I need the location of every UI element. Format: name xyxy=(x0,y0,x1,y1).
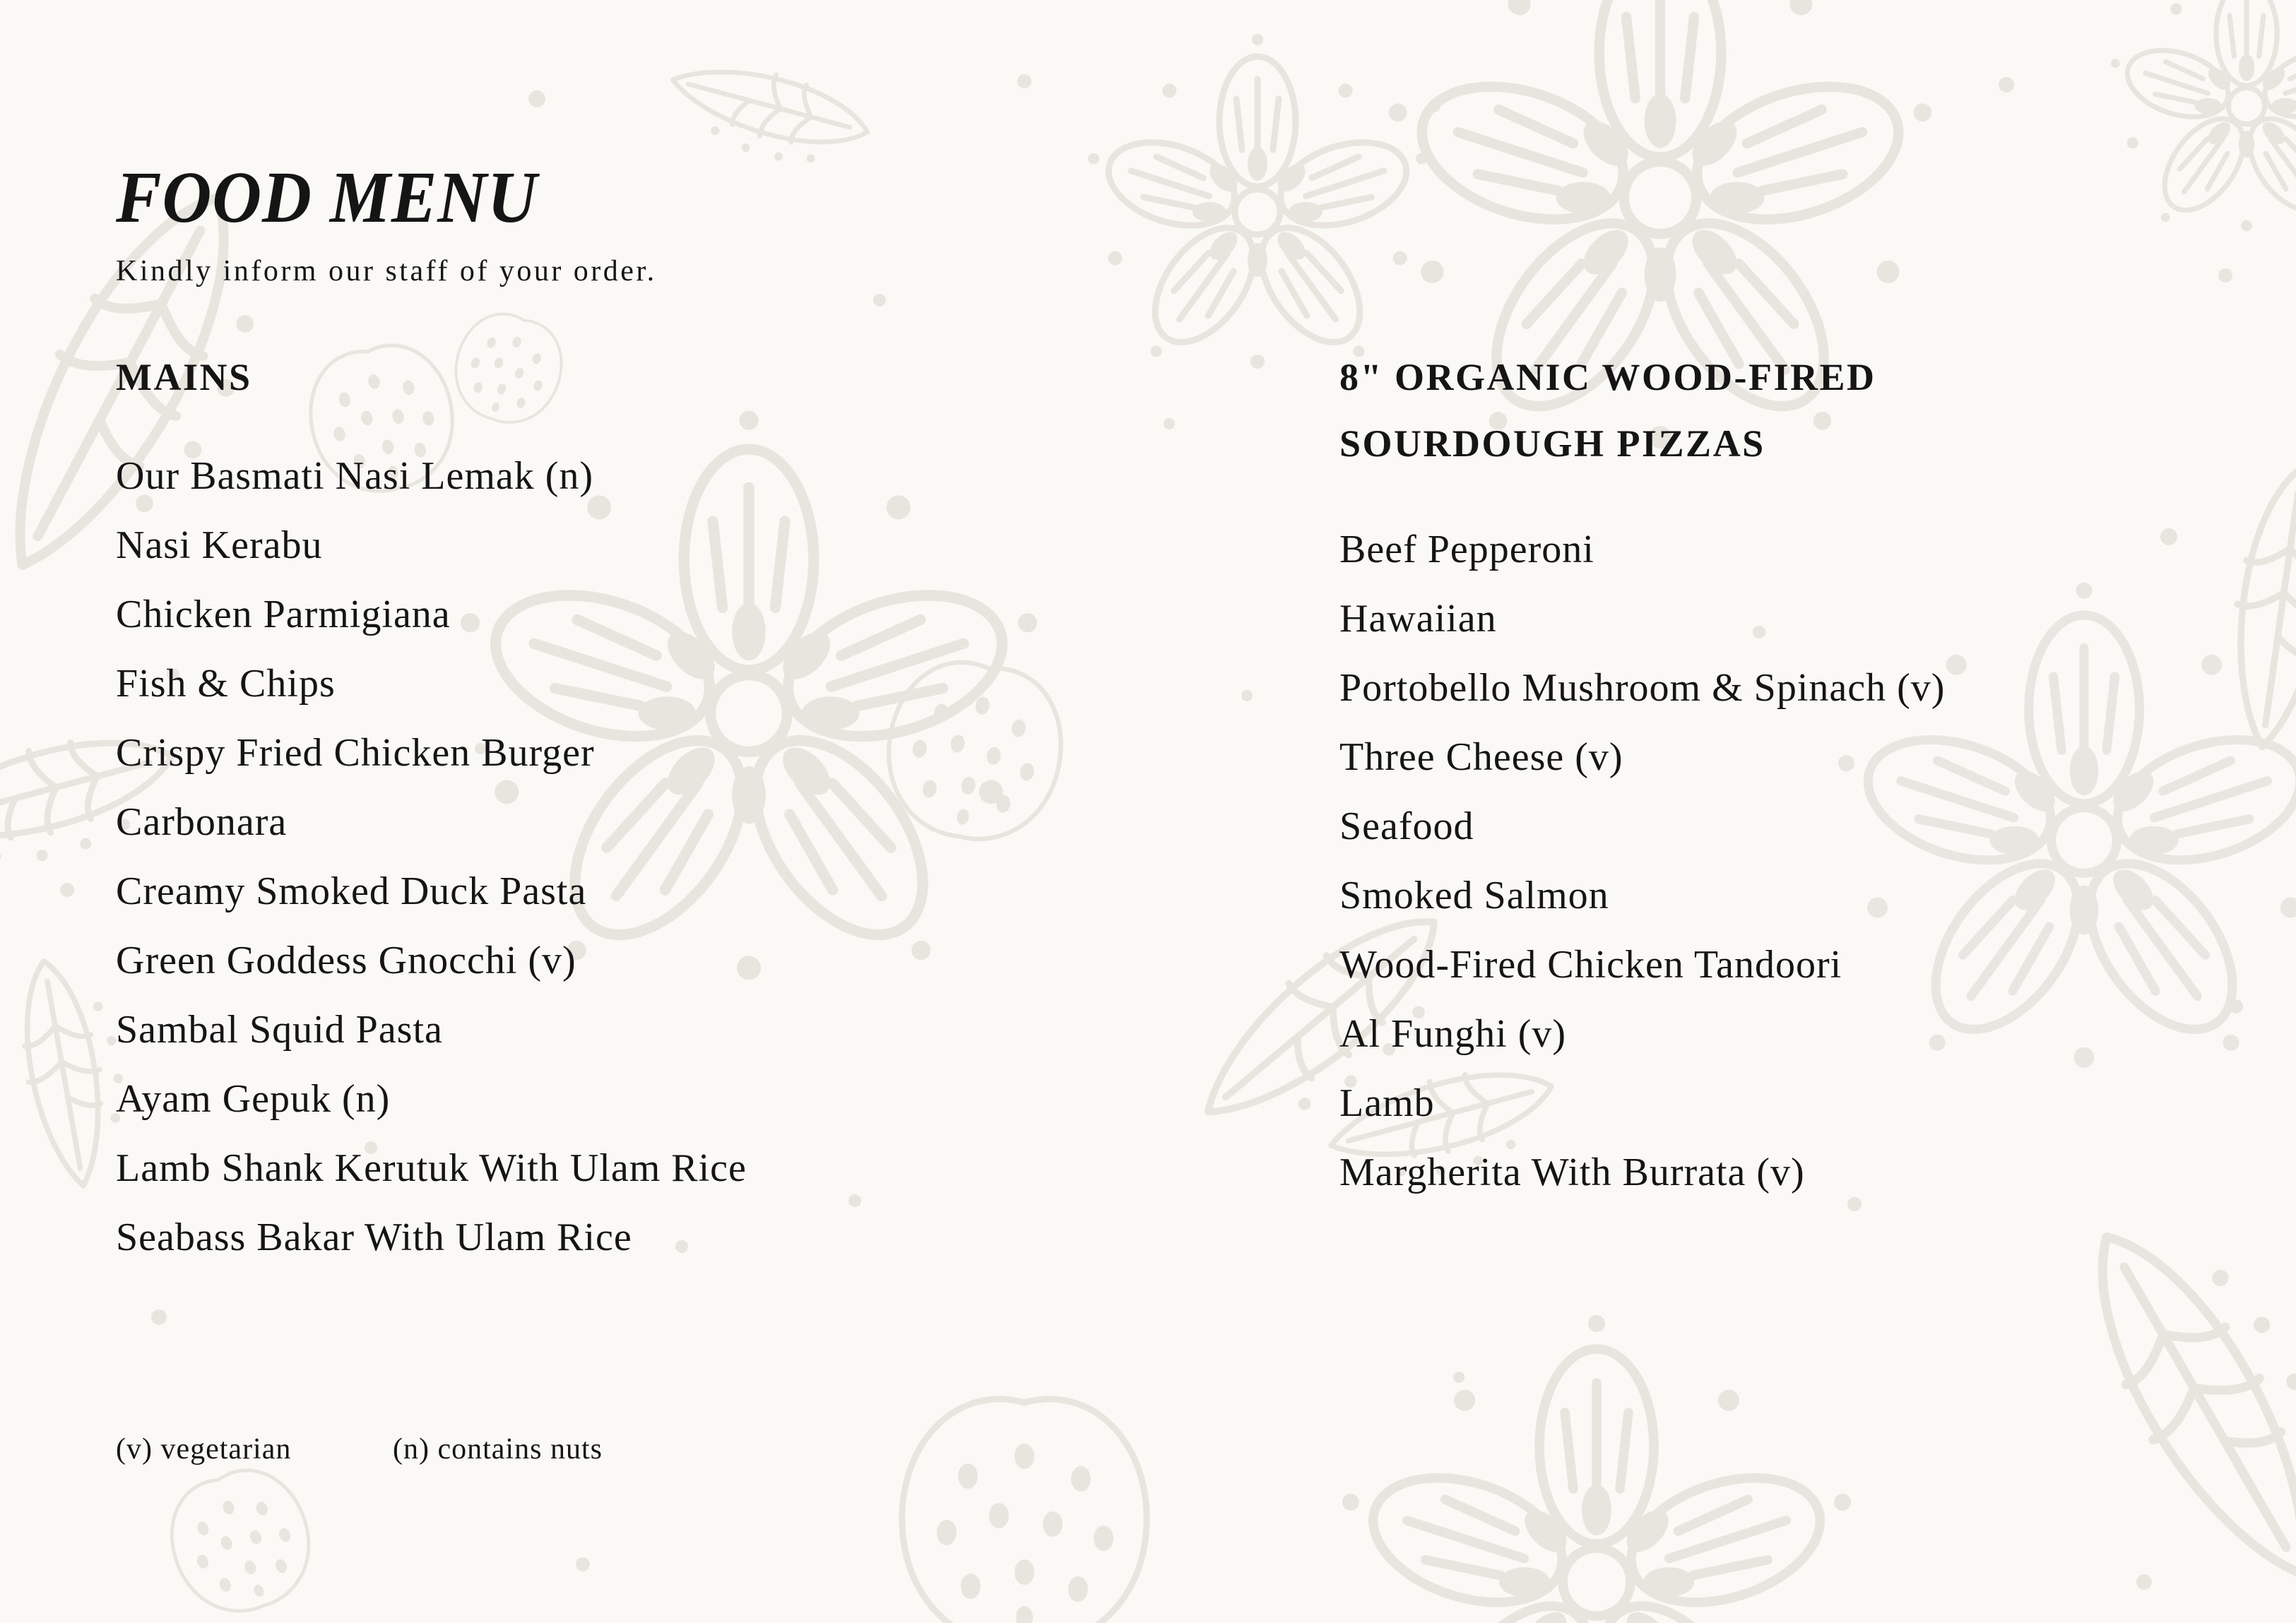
menu-item: Hawaiian xyxy=(1339,597,1497,641)
leaf-illustration xyxy=(2054,1188,2296,1605)
menu-item: Three Cheese (v) xyxy=(1339,735,1623,779)
menu-item: Smoked Salmon xyxy=(1339,874,1609,917)
menu-item: Our Basmati Nasi Lemak (n) xyxy=(116,454,594,498)
menu-item: Creamy Smoked Duck Pasta xyxy=(116,869,587,913)
menu-item: Crispy Fried Chicken Burger xyxy=(116,731,595,775)
flower-illustration xyxy=(1087,34,1428,369)
legend-contains-nuts: (n) contains nuts xyxy=(393,1433,603,1466)
menu-item: Ayam Gepuk (n) xyxy=(116,1077,391,1121)
flower-illustration xyxy=(2109,0,2296,232)
leaf-illustration xyxy=(660,49,876,182)
pizzas-heading-line1: 8" ORGANIC WOOD-FIRED xyxy=(1339,356,1876,398)
menu-item: Seabass Bakar With Ulam Rice xyxy=(116,1215,632,1259)
pizzas-heading-line2: SOURDOUGH PIZZAS xyxy=(1339,422,1765,465)
menu-item: Margherita With Burrata (v) xyxy=(1339,1151,1805,1194)
menu-item: Sambal Squid Pasta xyxy=(116,1008,443,1052)
menu-item: Nasi Kerabu xyxy=(116,523,323,567)
menu-item: Fish & Chips xyxy=(116,662,336,706)
mains-heading: MAINS xyxy=(116,356,252,398)
menu-item: Lamb Shank Kerutuk With Ulam Rice xyxy=(116,1146,747,1190)
menu-item: Beef Pepperoni xyxy=(1339,528,1594,571)
menu-item: Lamb xyxy=(1339,1081,1435,1125)
pizzas-section xyxy=(1339,344,2286,1207)
menu-item: Portobello Mushroom & Spinach (v) xyxy=(1339,666,1946,710)
mains-item-list xyxy=(116,441,1218,1272)
page-subtitle: Kindly inform our staff of your order. xyxy=(116,255,657,287)
mains-section xyxy=(116,344,1218,1272)
menu-item: Carbonara xyxy=(116,800,288,844)
pizzas-item-list xyxy=(1339,515,2286,1207)
title-block xyxy=(116,157,657,288)
pizzas-heading xyxy=(1339,344,2286,477)
page-title: FOOD MENU xyxy=(116,157,538,238)
legend xyxy=(0,1432,2296,1482)
legend-vegetarian: (v) vegetarian xyxy=(116,1433,292,1466)
menu-item: Al Funghi (v) xyxy=(1339,1012,1566,1056)
menu-item: Seafood xyxy=(1339,804,1474,848)
menu-item: Chicken Parmigiana xyxy=(116,593,451,636)
menu-item: Wood-Fired Chicken Tandoori xyxy=(1339,943,1842,987)
menu-item: Green Goddess Gnocchi (v) xyxy=(116,939,576,982)
